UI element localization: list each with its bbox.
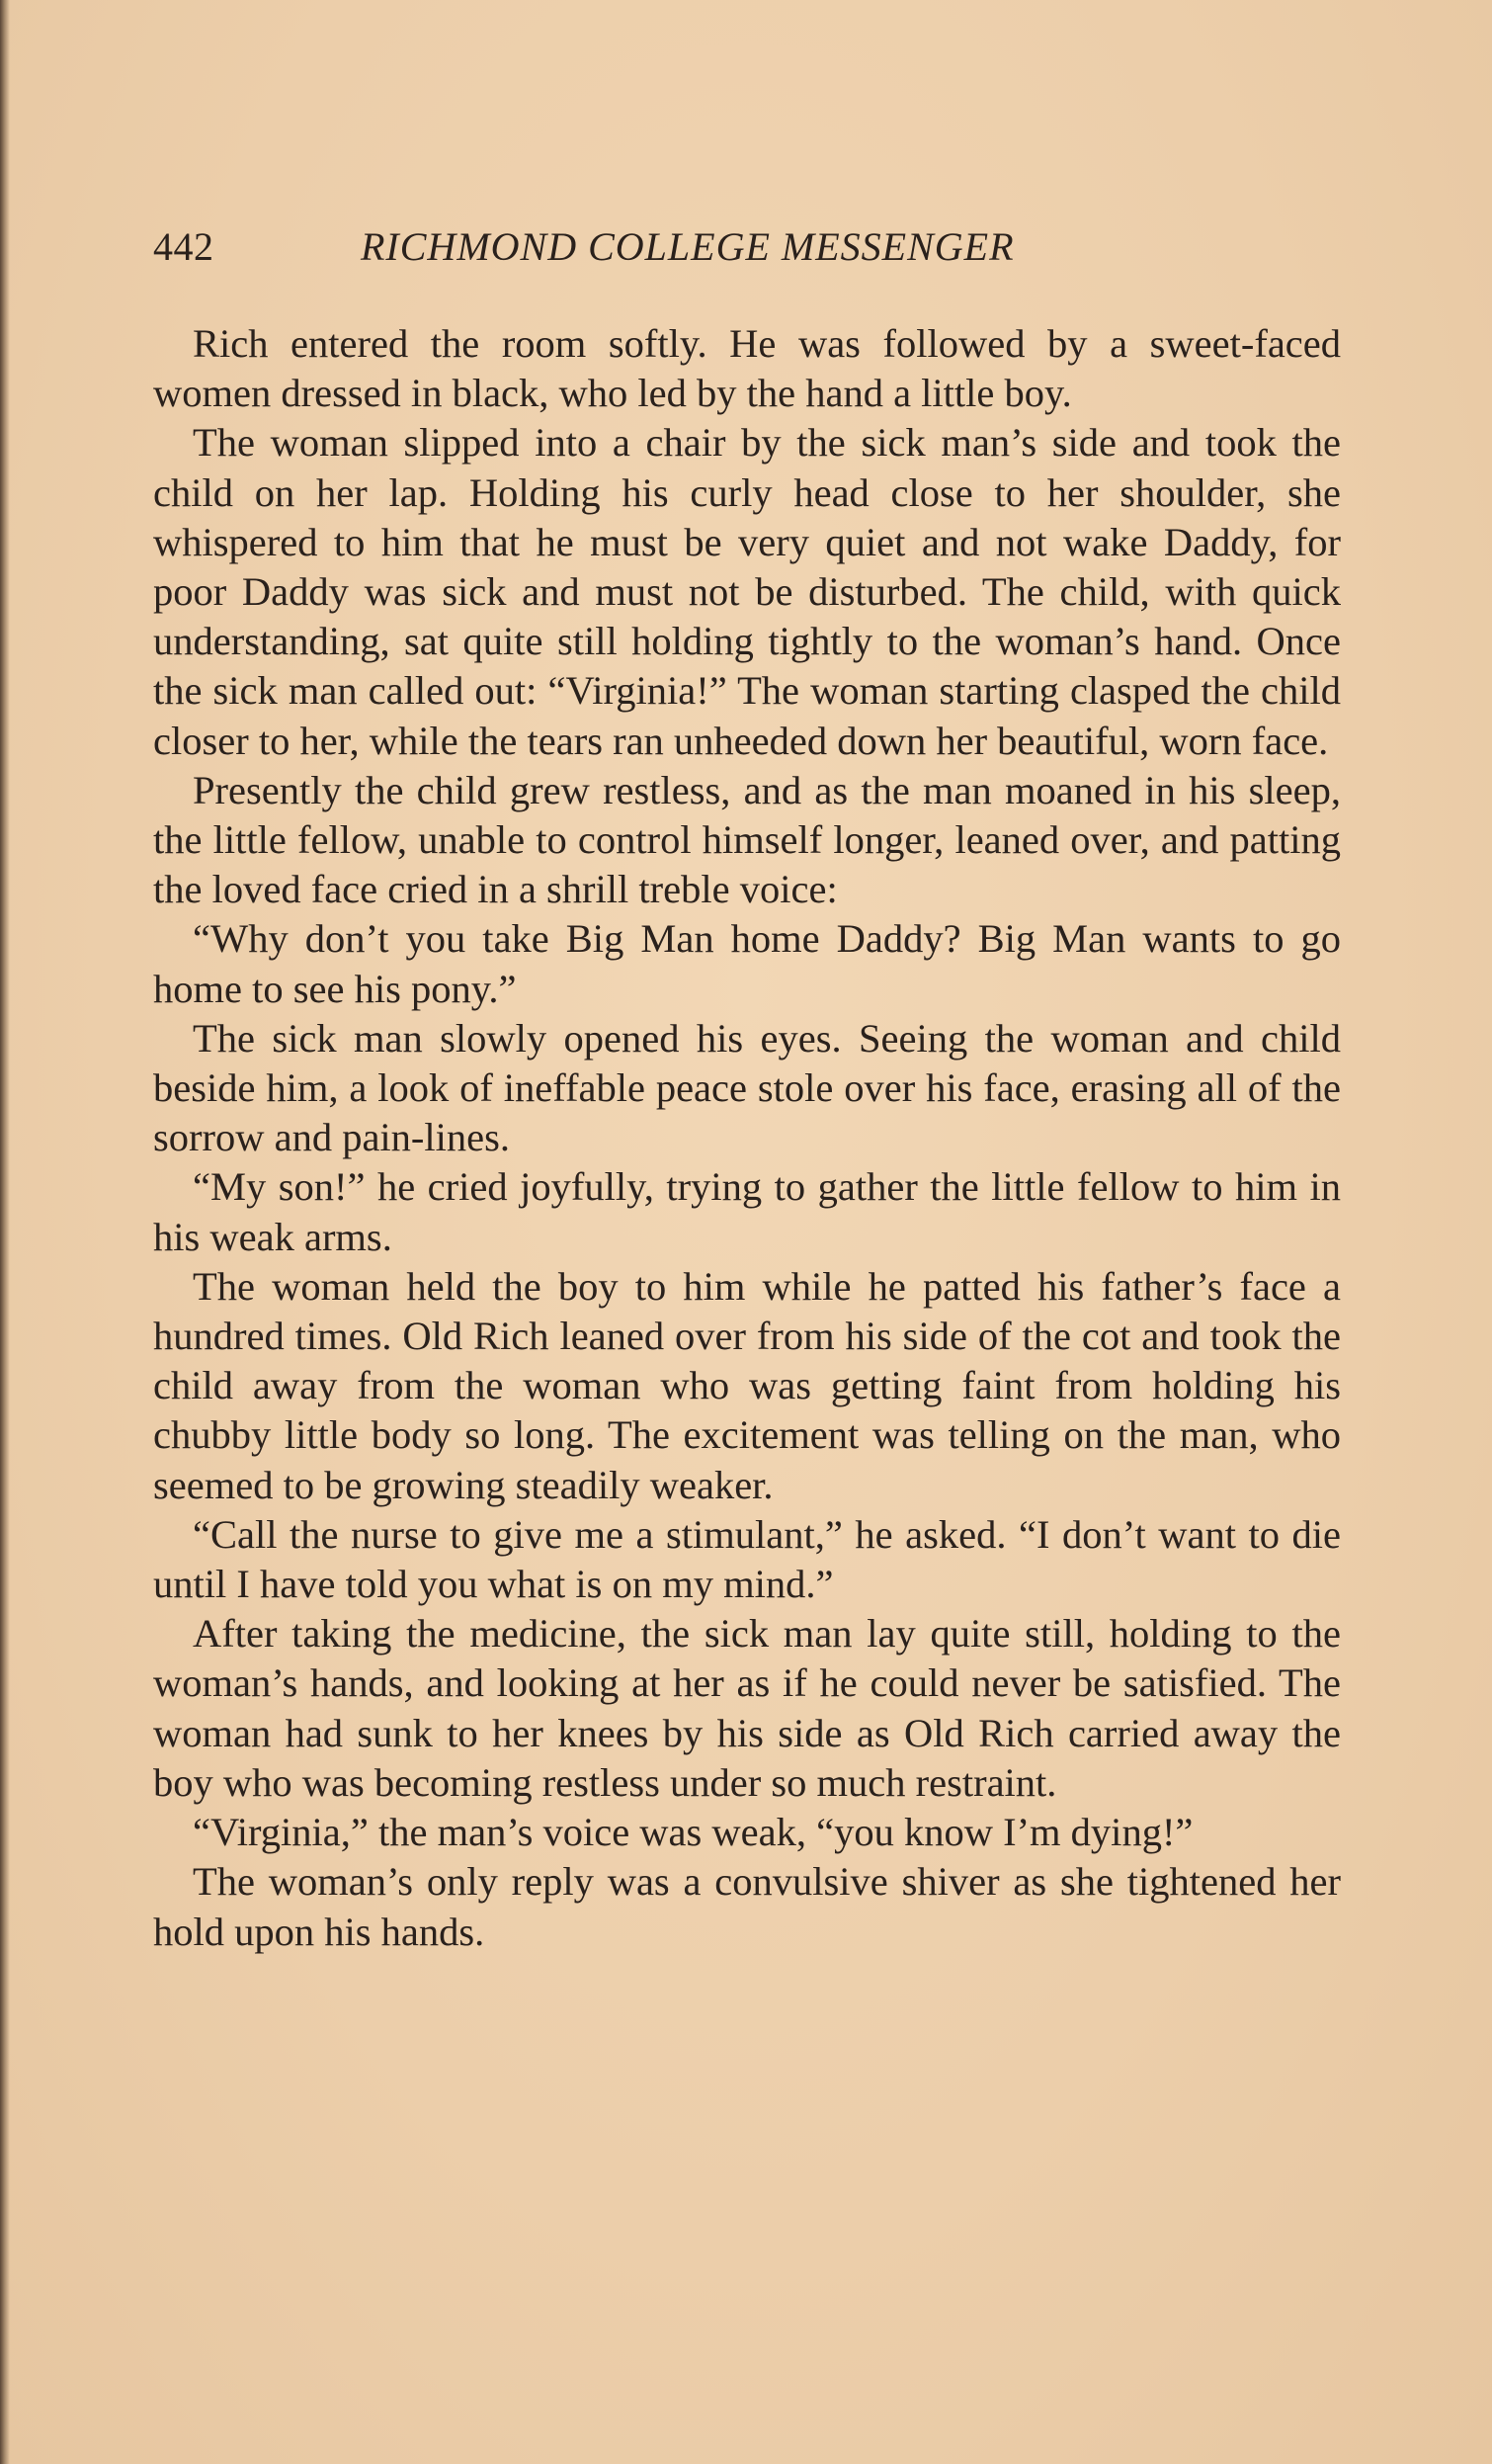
page-binding-edge — [0, 0, 10, 2464]
paragraph: After taking the medicine, the sick man lay quite still, holding to the woman’s hands, and looking at her as if he could never be satisfied. The woman had sunk to her knees by his side as Old Rich carried away the boy who was becoming restless under so much restraint. — [153, 1611, 1341, 1805]
paragraph: Presently the child grew restless, and as the man moaned in his sleep, the little fellow, unable to control himself longer, leaned over, and patting the loved face cried in a shrill treble voice: — [153, 767, 1341, 912]
paragraph: “Why don’t you take Big Man home Daddy? Big Man wants to go home to see his pony.” — [153, 916, 1341, 1011]
running-header — [153, 223, 1339, 283]
journal-title: RICHMOND COLLEGE MESSENGER — [361, 224, 1015, 269]
body-text — [153, 319, 1341, 1957]
paragraph: “My son!” he cried joyfully, trying to gather the little fellow to him in his weak arms. — [153, 1164, 1341, 1259]
paragraph: The woman held the boy to him while he patted his father’s face a hundred times. Old Rich leaned over from his side of the cot and took the child away from the woman who was getting faint from holding his chubby little body so long. The excitement was telling on the man, who seemed to be growing steadily weaker. — [153, 1263, 1341, 1507]
paragraph: The woman’s only reply was a convulsive shiver as she tightened her hold upon his hands. — [153, 1859, 1341, 1954]
paragraph: The sick man slowly opened his eyes. Seeing the woman and child beside him, a look of ineffable peace stole over his face, erasing all of the sorrow and pain-lines. — [153, 1015, 1341, 1160]
paragraph: The woman slipped into a chair by the sick man’s side and took the child on her lap. Holding his curly head close to her shoulder, she whispered to him that he must be very quiet and not wake Daddy, for poor Daddy was sick and must not be disturbed. The child, with quick understanding, sat quite still holding tightly to the woman’s hand. Once the sick man called out: “Virginia!” The woman starting clasped the child closer to her, while the tears ran unheeded down her beautiful, worn face. — [153, 420, 1341, 763]
page-number: 442 — [153, 224, 214, 269]
paragraph: “Call the nurse to give me a stimulant,” he asked. “I don’t want to die until I have told you what is on my mind.” — [153, 1511, 1341, 1607]
paragraph: Rich entered the room softly. He was followed by a sweet-faced women dressed in black, who led by the hand a little boy. — [153, 321, 1341, 416]
paragraph: “Virginia,” the man’s voice was weak, “you know I’m dying!” — [193, 1810, 1194, 1855]
